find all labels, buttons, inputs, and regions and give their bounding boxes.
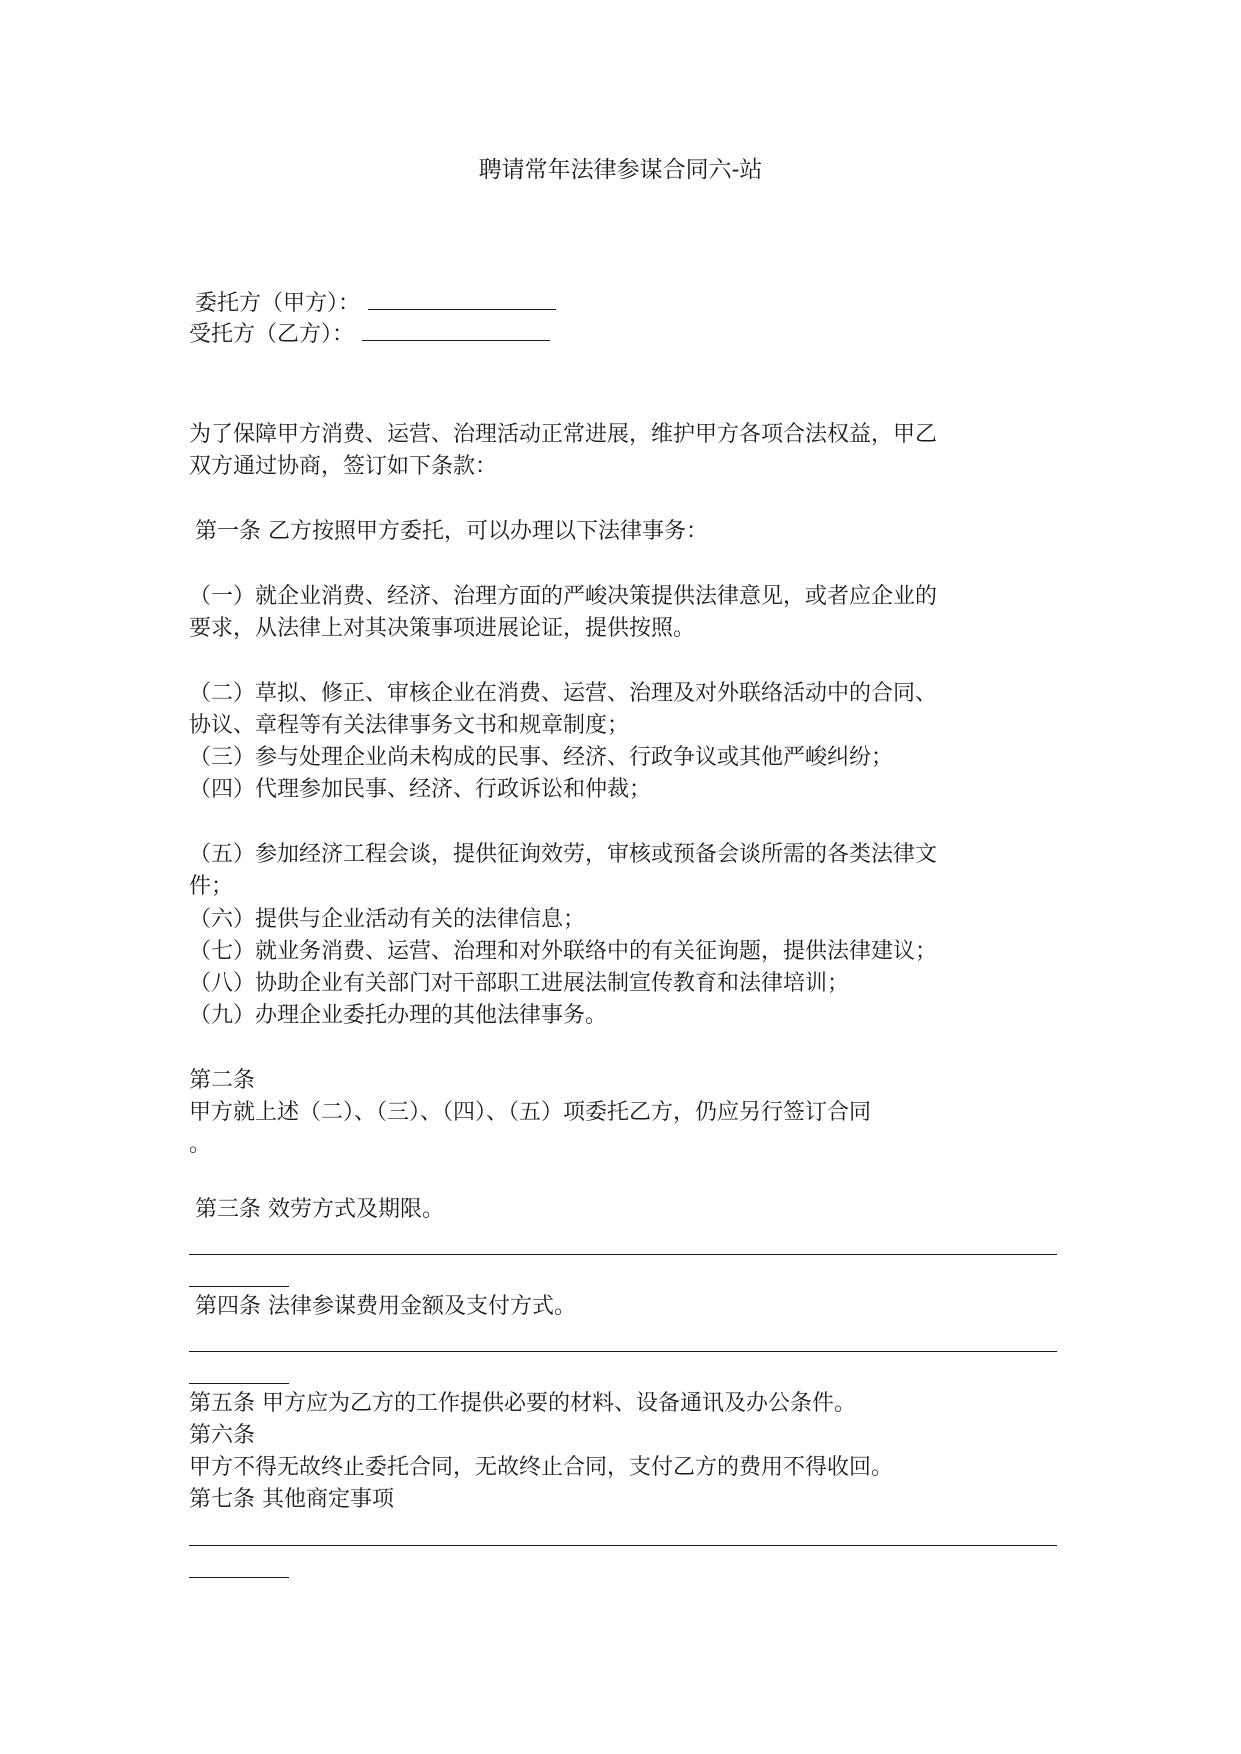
item-6: （六）提供与企业活动有关的法律信息； [189,907,586,932]
article-1-heading: 第一条 乙方按照甲方委托，可以办理以下法律事务： [195,519,708,544]
article-5: 第五条 甲方应为乙方的工作提供必要的材料、设备通讯及办公条件。 [189,1391,856,1416]
item-5-line-2: 件； [189,874,234,899]
item-4: （四）代理参加民事、经济、行政诉讼和仲裁； [189,777,652,802]
party-b-blank [362,320,550,341]
intro-line-1: 为了保障甲方消费、运营、治理活动正常进展，维护甲方各项合法权益，甲乙 [189,422,938,447]
article-2-line-1: 甲方就上述（二）、（三）、（四）、（五）项委托乙方，仍应另行签订合同 [189,1100,872,1125]
party-a-line [195,289,556,319]
item-8: （八）协助企业有关部门对干部职工进展法制宣传教育和法律培训； [189,971,850,996]
article-6-heading: 第六条 [189,1423,256,1448]
party-a-label: 委托方（甲方）： [195,291,361,316]
article-7-blank-rule-end [189,1577,289,1578]
item-7: （七）就业务消费、运营、治理和对外联络中的有关征询题，提供法律建议； [189,939,938,964]
article-7-blank-rule [189,1545,1057,1546]
party-b-label: 受托方（乙方）： [189,322,355,347]
article-4-blank-rule-end [189,1383,289,1384]
party-a-blank [368,289,556,310]
article-4-blank-rule [189,1351,1057,1352]
article-2-line-2: 。 [189,1132,212,1157]
item-9: （九）办理企业委托办理的其他法律事务。 [189,1003,608,1028]
article-3: 第三条 效劳方式及期限。 [195,1197,444,1222]
item-2-line-2: 协议、章程等有关法律事务文书和规章制度； [189,713,630,738]
article-2-heading: 第二条 [189,1068,256,1093]
article-3-blank-rule-end [189,1286,289,1287]
article-6-body: 甲方不得无故终止委托合同，无故终止合同，支付乙方的费用不得收回。 [189,1455,894,1480]
item-5-line-1: （五）参加经济工程会谈，提供征询效劳，审核或预备会谈所需的各类法律文 [189,842,938,867]
article-4: 第四条 法律参谋费用金额及支付方式。 [195,1294,576,1319]
item-1-line-2: 要求，从法律上对其决策事项进展论证，提供按照。 [189,616,696,641]
document-title: 聘请常年法律参谋合同六-站 [478,157,763,183]
item-1-line-1: （一）就企业消费、经济、治理方面的严峻决策提供法律意见，或者应企业的 [189,584,938,609]
item-2-line-1: （二）草拟、修正、审核企业在消费、运营、治理及对外联络活动中的合同、 [189,681,938,706]
party-b-line [189,320,550,350]
article-7: 第七条 其他商定事项 [189,1487,394,1512]
item-3: （三）参与处理企业尚未构成的民事、经济、行政争议或其他严峻纠纷； [189,745,894,770]
intro-line-2: 双方通过协商，签订如下条款： [189,454,498,479]
article-3-blank-rule [189,1254,1057,1255]
